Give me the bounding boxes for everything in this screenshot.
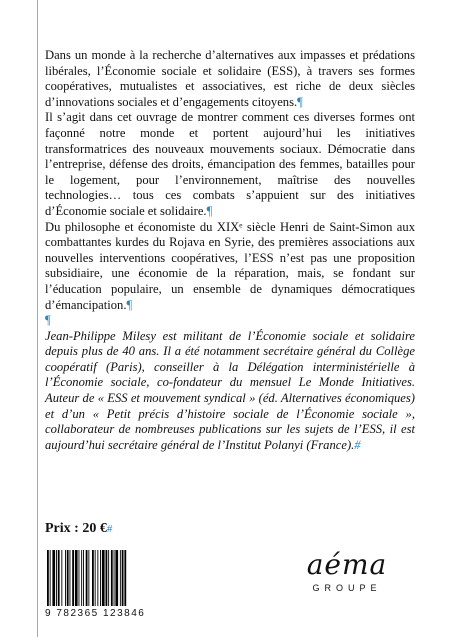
barcode-bar bbox=[83, 550, 84, 606]
barcode-bar bbox=[67, 550, 69, 606]
pilcrow-mark: ¶ bbox=[126, 297, 133, 312]
barcode-bar bbox=[79, 550, 80, 606]
barcode-bar bbox=[108, 550, 109, 606]
barcode-bar bbox=[95, 550, 96, 606]
end-of-text-mark: # bbox=[106, 523, 113, 535]
pilcrow-mark: ¶ bbox=[206, 203, 213, 218]
barcode-bar bbox=[75, 550, 78, 606]
barcode-bar bbox=[92, 550, 94, 606]
barcode-bar bbox=[61, 550, 62, 606]
barcode-bar bbox=[106, 550, 108, 606]
barcode-bar bbox=[47, 550, 49, 606]
barcode-bar bbox=[72, 550, 74, 606]
isbn-barcode bbox=[45, 550, 155, 610]
back-cover-text bbox=[45, 48, 415, 453]
pilcrow-mark: ¶ bbox=[297, 94, 303, 109]
barcode-bar bbox=[124, 550, 126, 606]
publisher-logo-subtitle: GROUPE bbox=[312, 583, 382, 593]
isbn-number: 9 782365 123846 bbox=[45, 608, 146, 619]
barcode-bar bbox=[86, 550, 88, 606]
paragraph-3: Du philosophe et économiste du XIXᵉ siècle Henri de Saint-Simon aux combattantes kurdes du Rojava en Syrie, des premières associations aux nouvelles interventions coopératives, l’ESS n’est pas une proposition subsidiaire, une économie de la réparation, mais, se fondant sur l’éducation populaire, un ensemble de dynamiques démocratiques d’émancipation.¶ bbox=[45, 219, 415, 312]
publisher-logo: aéma bbox=[306, 548, 388, 581]
barcode-bar bbox=[111, 550, 113, 606]
barcode-bar bbox=[100, 550, 101, 606]
paragraph-1: Dans un monde à la recherche d’alternatives aux impasses et prédations libérales, l’Économie sociale et solidaire (ESS), à travers ses formes coopératives, mutualistes et associatives, est riche de deux siècles d’innovations sociales et d’engagements citoyens.¶ bbox=[45, 48, 415, 109]
barcode-bar bbox=[120, 550, 121, 606]
barcode-bar bbox=[88, 550, 89, 606]
barcode-bar bbox=[114, 550, 115, 606]
barcode-bar bbox=[58, 550, 60, 606]
barcode-bar bbox=[102, 550, 105, 606]
price-label: Prix : 20 €# bbox=[45, 521, 113, 536]
empty-paragraph bbox=[45, 313, 415, 329]
barcode-bar bbox=[115, 550, 118, 606]
author-bio: Jean-Philippe Milesy est militant de l’Économie sociale et solidaire depuis plus de 40 ans. Il a été notamment secrétaire général du Collège coopératif (Paris), conseiller à la Délégation interministérielle à l’Économie sociale, co-fondateur du mensuel Le Monde Initiatives. Auteur de « ESS et mouvement syndical » (éd. Alternatives économiques) et d’un « Petit précis d’histoire sociale de l’Économie sociale », collaborateur de nombreuses publications sur les sujets de l’ESS, il est aujourd’hui secrétaire général de l’Institut Polanyi (France).# bbox=[45, 328, 415, 452]
pilcrow-mark: ¶ bbox=[45, 313, 51, 328]
barcode-bar bbox=[52, 550, 55, 606]
barcode-bar bbox=[50, 550, 51, 606]
end-of-text-mark: # bbox=[354, 437, 361, 452]
paragraph-2: Il s’agit dans cet ouvrage de montrer comment ces diverses formes ont façonné notre monde et portent aujourd’hui les initiatives transformatrices des nouveaux mouvements sociaux. Démocratie dans l’entreprise, défense des droits, émancipation des femmes, batailles pour le logement, pour l’environnement, maîtrise des nouvelles technologies… tous ces combats s’appuient sur des initiatives d’Économie sociale et solidaire.¶ bbox=[45, 110, 415, 218]
barcode-bar bbox=[70, 550, 71, 606]
barcode-bar bbox=[122, 550, 124, 606]
barcode-bar bbox=[97, 550, 98, 606]
barcode-bar bbox=[56, 550, 57, 606]
margin-guide-line bbox=[37, 0, 38, 637]
barcode-bar bbox=[65, 550, 66, 606]
barcode-bar bbox=[81, 550, 82, 606]
